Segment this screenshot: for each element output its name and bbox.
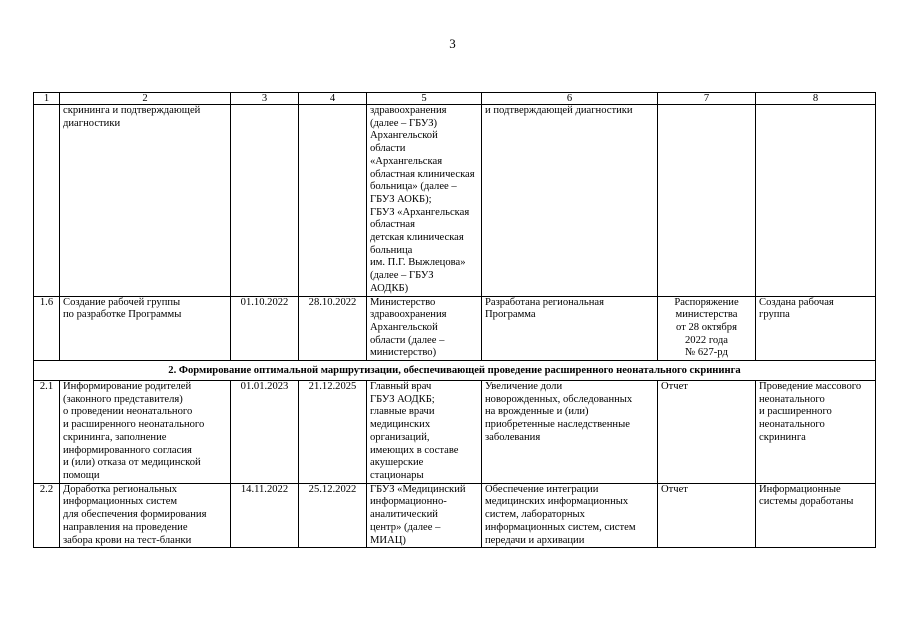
section-title: 2. Формирование оптимальной маршрутизации, обеспечивающей проведение расширенного неонатального скрининга — [34, 361, 876, 381]
column-number: 6 — [482, 93, 658, 105]
executor-cell: здравоохранения (далее – ГБУЗ) Архангельской области «Архангельская областная клиническая больница» (далее – ГБУЗ АОКБ); ГБУЗ «Архангельская областная детская клиническая больница им. П.Г. Выжлецова» (далее – ГБУЗ АОДКБ) — [367, 105, 482, 297]
start-date-cell: 01.01.2023 — [231, 381, 299, 484]
column-number: 4 — [299, 93, 367, 105]
row-number: 2.1 — [34, 381, 60, 484]
document-cell: Отчет — [658, 483, 756, 548]
column-numbers-row — [34, 93, 876, 105]
activity-cell: Доработка региональных информационных систем для обеспечения формирования направления на проведение забора крови на тест-бланки — [60, 483, 231, 548]
column-number: 1 — [34, 93, 60, 105]
effect-cell: Создана рабочая группа — [756, 296, 876, 361]
table-row — [34, 381, 876, 484]
table-row — [34, 296, 876, 361]
start-date-cell: 14.11.2022 — [231, 483, 299, 548]
end-date-cell: 28.10.2022 — [299, 296, 367, 361]
column-number: 2 — [60, 93, 231, 105]
document-cell: Отчет — [658, 381, 756, 484]
row-number — [34, 105, 60, 297]
table-row — [34, 105, 876, 297]
column-number: 8 — [756, 93, 876, 105]
effect-cell: Проведение массового неонатального и расширенного неонатального скрининга — [756, 381, 876, 484]
executor-cell: Министерство здравоохранения Архангельской области (далее – министерство) — [367, 296, 482, 361]
activity-cell: Создание рабочей группы по разработке Программы — [60, 296, 231, 361]
result-cell: Увеличение доли новорожденных, обследованных на врожденные и (или) приобретенные наследственные заболевания — [482, 381, 658, 484]
plan-table — [33, 92, 876, 548]
row-number: 1.6 — [34, 296, 60, 361]
end-date-cell: 21.12.2025 — [299, 381, 367, 484]
result-cell: Обеспечение интеграции медицинских информационных систем, лабораторных информационных систем, систем передачи и архивации — [482, 483, 658, 548]
end-date-cell — [299, 105, 367, 297]
start-date-cell — [231, 105, 299, 297]
result-cell: Разработана региональная Программа — [482, 296, 658, 361]
executor-cell: ГБУЗ «Медицинский информационно- аналитический центр» (далее – МИАЦ) — [367, 483, 482, 548]
result-cell: и подтверждающей диагностики — [482, 105, 658, 297]
executor-cell: Главный врач ГБУЗ АОДКБ; главные врачи медицинских организаций, имеющих в составе акушерские стационары — [367, 381, 482, 484]
column-number: 3 — [231, 93, 299, 105]
section-header-row — [34, 361, 876, 381]
table-row — [34, 483, 876, 548]
effect-cell — [756, 105, 876, 297]
page-number: 3 — [449, 36, 456, 51]
activity-cell: скрининга и подтверждающей диагностики — [60, 105, 231, 297]
row-number: 2.2 — [34, 483, 60, 548]
start-date-cell: 01.10.2022 — [231, 296, 299, 361]
end-date-cell: 25.12.2022 — [299, 483, 367, 548]
column-number: 7 — [658, 93, 756, 105]
document-cell: Распоряжение министерства от 28 октября 2022 года № 627-рд — [658, 296, 756, 361]
activity-cell: Информирование родителей (законного представителя) о проведении неонатального и расширенного неонатального скрининга, заполнение информированного согласия и (или) отказа от медицинской помощи — [60, 381, 231, 484]
document-cell — [658, 105, 756, 297]
column-number: 5 — [367, 93, 482, 105]
effect-cell: Информационные системы доработаны — [756, 483, 876, 548]
